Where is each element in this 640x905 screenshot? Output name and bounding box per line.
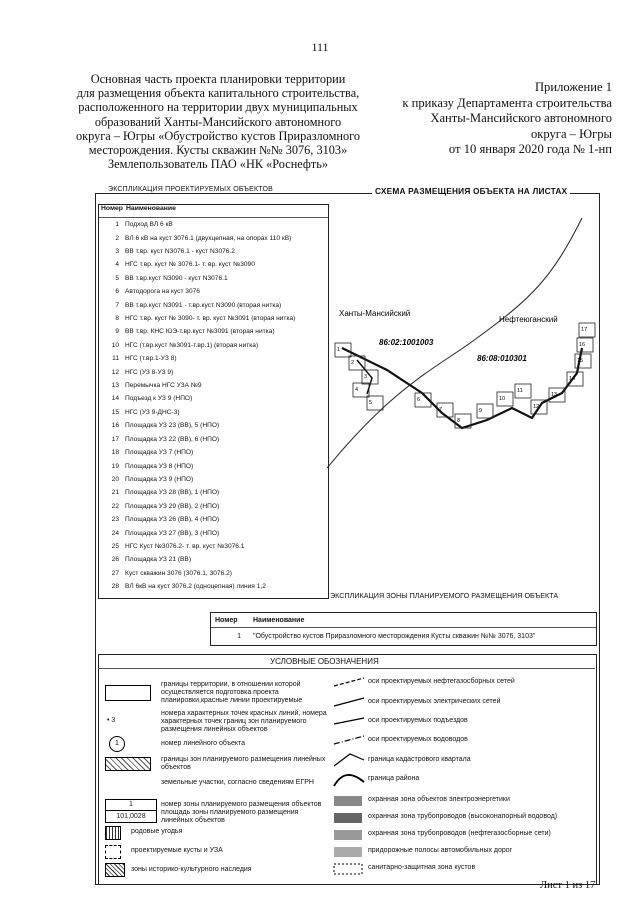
row-number: 16 — [111, 422, 119, 430]
legend-item: оси проектируемых нефтегазосборных сетей — [368, 678, 515, 685]
district-boundary — [327, 218, 582, 468]
row-number: 11 — [112, 355, 119, 363]
explication-row — [99, 231, 328, 244]
zone-row-name: "Обустройство кустов Приразломного месторождения Кусты скважин №№ 3076, 3103" — [253, 632, 536, 640]
zone-area-bottom: 101,0028 — [116, 813, 146, 820]
row-number: 15 — [111, 408, 119, 416]
legend-item: зоны историко-культурного наследия — [131, 866, 252, 873]
row-name: ВВ т.вр.куст N3090 - куст N3076.1 — [125, 274, 228, 282]
row-name: Площадка УЗ 9 (НПО) — [125, 475, 194, 483]
legend-item: номера характерных точек красных линий, номера характерных точек границ зон планируемого размещения линейных объектов — [161, 710, 327, 733]
region-left-label: Ханты-Мансийский — [339, 309, 411, 318]
oil-gas-line-symbol — [334, 678, 364, 686]
water-line-symbol — [334, 736, 364, 744]
row-name: НГС Куст №3076.2- т. вр. куст №3076.1 — [125, 542, 245, 550]
explication-row — [99, 298, 328, 311]
row-name: НГС (УЗ 9-ДНС-3) — [125, 408, 180, 416]
explication-row — [99, 379, 328, 392]
row-number: 13 — [111, 382, 119, 390]
explication-row — [99, 272, 328, 285]
row-number: 1 — [115, 221, 119, 229]
appendix-line: к приказу Департамента строительства — [402, 95, 612, 110]
row-name: ВВ т.вр.куст N3091 - т.вр.куст N3090 (вторая нитка) — [125, 301, 282, 309]
legend-right-symbols — [330, 672, 370, 882]
explication-row — [99, 406, 328, 419]
sheet-number: 8 — [457, 418, 461, 424]
row-name: Подход ВЛ 6 кВ — [125, 221, 173, 229]
appendix-line: округа – Югры — [530, 126, 612, 141]
row-number: 14 — [111, 395, 119, 403]
explication-row — [99, 500, 328, 513]
row-name: ВЛ 6 кВ на куст 3076.1 (двухцепная, на опорах 110 кВ) — [125, 234, 292, 242]
row-number: 18 — [111, 449, 119, 457]
row-name: НГС (УЗ 8-УЗ 9) — [125, 368, 174, 376]
row-name: НГС (т.вр.куст №3091-т.вр.1) (вторая нитка) — [125, 341, 259, 349]
legend-item: граница кадастрового квартала — [368, 756, 471, 763]
row-number: 25 — [111, 542, 119, 550]
sanitary-zone-swatch — [334, 864, 362, 874]
legend-item: границы зон планируемого размещения линейных объектов — [161, 756, 326, 771]
appendix-line: от 10 января 2020 года № 1-нп — [448, 142, 612, 156]
row-name: Перемычка НГС УЗА №9 — [125, 382, 202, 390]
sheet-grid — [335, 323, 595, 428]
sheet-number: 5 — [369, 400, 373, 406]
placement-schema — [327, 198, 597, 593]
description-line: Основная часть проекта планировки территории — [90, 72, 346, 86]
explication-row — [99, 285, 328, 298]
oil-pipe-zone-swatch — [334, 830, 362, 840]
row-name: НГС т.вр. куст № 3090- т. вр. куст №3091 (вторая нитка) — [125, 315, 296, 323]
description-line: Землепользователь ПАО «НК «Роснефть» — [108, 157, 328, 172]
explication-row — [99, 513, 328, 526]
row-name: ВВ т.вр. КНС ЮЭ-т.вр.куст №3091 (вторая нитка) — [125, 328, 275, 336]
row-number: 24 — [111, 529, 119, 537]
sheet-counter: Лист 1 из 17 — [540, 880, 596, 891]
appendix-line: Приложение 1 — [534, 80, 612, 94]
legend-item: охранная зона трубопроводов (высоконапорный водовод) — [368, 813, 558, 820]
row-number: 6 — [115, 288, 119, 296]
explication-row — [99, 392, 328, 405]
explication-row — [99, 433, 328, 446]
access-road-symbol — [334, 718, 364, 724]
col-name: Наименование — [126, 205, 176, 212]
description-line: округа – Югры «Обустройство кустов Приразломного — [76, 128, 360, 143]
zone-row — [211, 628, 596, 644]
sheet-number: 3 — [364, 374, 368, 380]
legend-item: номер линейного объекта — [161, 740, 246, 747]
legend-item: оси проектируемых подъездов — [368, 717, 468, 724]
sheet-number: 11 — [517, 388, 523, 394]
cadastral-boundary-symbol — [334, 754, 364, 766]
zone-explication-table — [210, 612, 597, 646]
row-name: НГС т.вр. куст № 3076.1- т. вр. куст №3090 — [125, 261, 255, 269]
line-object-number-sample: 1 — [109, 736, 125, 752]
sheet-number: 10 — [499, 396, 506, 402]
row-number: 26 — [111, 556, 119, 564]
explication-row — [99, 486, 328, 499]
explication-row — [99, 312, 328, 325]
row-name: ВВ т.вр. куст N3076.1 - куст N3076.2 — [125, 248, 235, 256]
legend-divider — [98, 668, 595, 669]
legend-title: УСЛОВНЫЕ ОБОЗНАЧЕНИЯ — [270, 657, 379, 666]
legend-item: оси проектируемых электрических сетей — [368, 698, 501, 705]
row-name: Площадка УЗ 27 (ВВ), 3 (НПО) — [125, 529, 220, 537]
explication-row — [99, 567, 328, 580]
power-line-symbol — [334, 698, 364, 706]
sheet-number: 14 — [569, 376, 576, 382]
explication-row — [99, 339, 328, 352]
row-number: 17 — [111, 435, 119, 443]
row-name: Площадка УЗ 28 (ВВ), 1 (НПО) — [125, 489, 220, 497]
sheet-number: 1 — [337, 347, 341, 353]
description-line: для размещения объекта капитального строительства, — [76, 86, 360, 101]
explication-row — [99, 459, 328, 472]
explication-title: ЭКСПЛИКАЦИЯ ПРОЕКТИРУЕМЫХ ОБЪЕКТОВ — [105, 186, 276, 193]
schema-title: СХЕМА РАЗМЕЩЕНИЯ ОБЪЕКТА НА ЛИСТАХ — [372, 186, 570, 196]
explication-row — [99, 540, 328, 553]
planned-zone-swatch — [105, 757, 151, 771]
sheet-number: 4 — [355, 387, 359, 393]
explication-row — [99, 245, 328, 258]
explication-row — [99, 526, 328, 539]
zone-number-top: 1 — [106, 800, 156, 811]
explication-row — [99, 218, 328, 231]
row-number: 27 — [111, 569, 119, 577]
explication-row — [99, 446, 328, 459]
explication-row — [99, 580, 328, 593]
explication-row — [99, 419, 328, 432]
row-name: НГС (т.вр.1-УЗ 8) — [125, 355, 177, 363]
row-number: 20 — [111, 475, 119, 483]
row-number: 5 — [115, 274, 119, 282]
row-number: 23 — [111, 516, 119, 524]
sheet-number: 6 — [417, 397, 421, 403]
sheet-number: 2 — [351, 360, 355, 366]
district-boundary-symbol — [334, 775, 364, 786]
row-name: Площадка УЗ 22 (ВВ), 6 (НПО) — [125, 435, 220, 443]
row-number: 28 — [111, 583, 119, 591]
row-number: 9 — [115, 328, 119, 336]
zone-col-name: Наименование — [253, 616, 305, 624]
legend-item: земельные участки, согласно сведениям ЕГРН — [161, 779, 314, 786]
row-number: 19 — [111, 462, 119, 470]
explication-row — [99, 258, 328, 271]
legend-item: проектируемые кусты и УЗА — [131, 847, 223, 854]
water-pipe-zone-swatch — [334, 813, 362, 823]
route-line — [342, 348, 582, 428]
row-name: Площадка УЗ 23 (ВВ), 5 (НПО) — [125, 422, 220, 430]
legend-item: номер зоны планируемого размещения объектов площадь зоны планируемого размещения линейных объектов — [161, 801, 322, 824]
sheet-number: 9 — [479, 408, 483, 414]
row-name: Площадка УЗ 8 (НПО) — [125, 462, 194, 470]
region-right-label: Нефтеюганский — [499, 315, 558, 324]
zone-col-number: Номер — [215, 616, 238, 624]
sheet-number: 15 — [577, 358, 584, 364]
row-name: Площадка УЗ 21 (ВВ) — [125, 556, 192, 564]
col-number: Номер — [101, 205, 123, 212]
explication-row — [99, 553, 328, 566]
description-line: месторождения. Кусты скважин №№ 3076, 3103» — [88, 143, 348, 158]
point-number-sample: • 3 — [107, 717, 116, 724]
appendix-header — [372, 80, 612, 158]
territory-boundary-swatch — [105, 685, 151, 701]
row-name: Автодорога на куст 3076 — [125, 288, 200, 296]
row-number: 10 — [111, 341, 119, 349]
zone-number-sample — [105, 799, 157, 823]
row-number: 12 — [111, 368, 119, 376]
description-line: образований Ханты-Мансийского автономного — [94, 114, 342, 129]
sheet-number: 17 — [581, 327, 588, 333]
row-number: 7 — [115, 301, 119, 309]
appendix-line: Ханты-Мансийского автономного — [430, 111, 612, 125]
explication-row — [99, 325, 328, 338]
row-name: Площадка УЗ 7 (НПО) — [125, 449, 194, 457]
row-number: 22 — [111, 502, 119, 510]
zone-explication-title: ЭКСПЛИКАЦИЯ ЗОНЫ ПЛАНИРУЕМОГО РАЗМЕЩЕНИЯ ОБЪЕКТА — [330, 591, 559, 600]
row-name: Куст скважин 3076 (3076.1, 3076.2) — [125, 569, 232, 577]
sheet-number: 7 — [439, 407, 443, 413]
explication-header — [99, 205, 328, 218]
legend-item: охранная зона трубопроводов (нефтегазосборные сети) — [368, 830, 551, 837]
legend-item: санитарно-защитная зона кустов — [368, 864, 476, 871]
legend-item: граница района — [368, 775, 420, 782]
page-number: 111 — [311, 40, 329, 54]
zone-header — [211, 613, 596, 628]
legend-item: границы территории, в отношении которой осуществляется подготовка проекта планировки,красные линии проектируемые — [161, 681, 303, 704]
row-number: 3 — [115, 248, 119, 256]
description-line: расположенного на территории двух муниципальных — [78, 100, 358, 115]
explication-row — [99, 365, 328, 378]
explication-rows — [99, 218, 328, 593]
legend-item: родовые угодья — [131, 828, 183, 835]
sheet-number: 12 — [533, 404, 540, 410]
zone-row-number: 1 — [237, 632, 241, 640]
row-name: ВЛ 6кВ на куст 3076.2 (одноцепная) линия 1,2 — [125, 583, 266, 591]
document-description — [68, 72, 368, 171]
explication-row — [99, 352, 328, 365]
legend-item: оси проектируемых водоводов — [368, 736, 468, 743]
row-number: 21 — [111, 489, 119, 497]
legend-left — [101, 679, 331, 879]
heritage-zone-swatch — [105, 863, 125, 877]
row-name: Площадка УЗ 26 (ВВ), 4 (НПО) — [125, 516, 220, 524]
explication-table — [98, 204, 329, 599]
roadside-zone-swatch — [334, 847, 362, 857]
ancestral-lands-swatch — [105, 826, 121, 840]
row-name: Площадка УЗ 29 (ВВ), 2 (НПО) — [125, 502, 220, 510]
cadastral-label-2: 86:08:010301 — [477, 354, 527, 363]
row-number: 2 — [115, 234, 119, 242]
row-number: 8 — [115, 315, 119, 323]
legend-item: охранная зона объектов электроэнергетики — [368, 796, 510, 803]
sheet-number: 16 — [579, 342, 586, 348]
power-zone-swatch — [334, 796, 362, 806]
cadastral-label-1: 86:02:1001003 — [379, 338, 434, 347]
row-number: 4 — [115, 261, 119, 269]
sheet-number: 13 — [551, 392, 558, 398]
explication-row — [99, 473, 328, 486]
row-name: Подъезд к УЗ 9 (НПО) — [125, 395, 193, 403]
well-pads-swatch — [105, 845, 121, 859]
legend-right — [368, 672, 594, 882]
legend-item: придорожные полосы автомобильных дорог — [368, 847, 513, 854]
